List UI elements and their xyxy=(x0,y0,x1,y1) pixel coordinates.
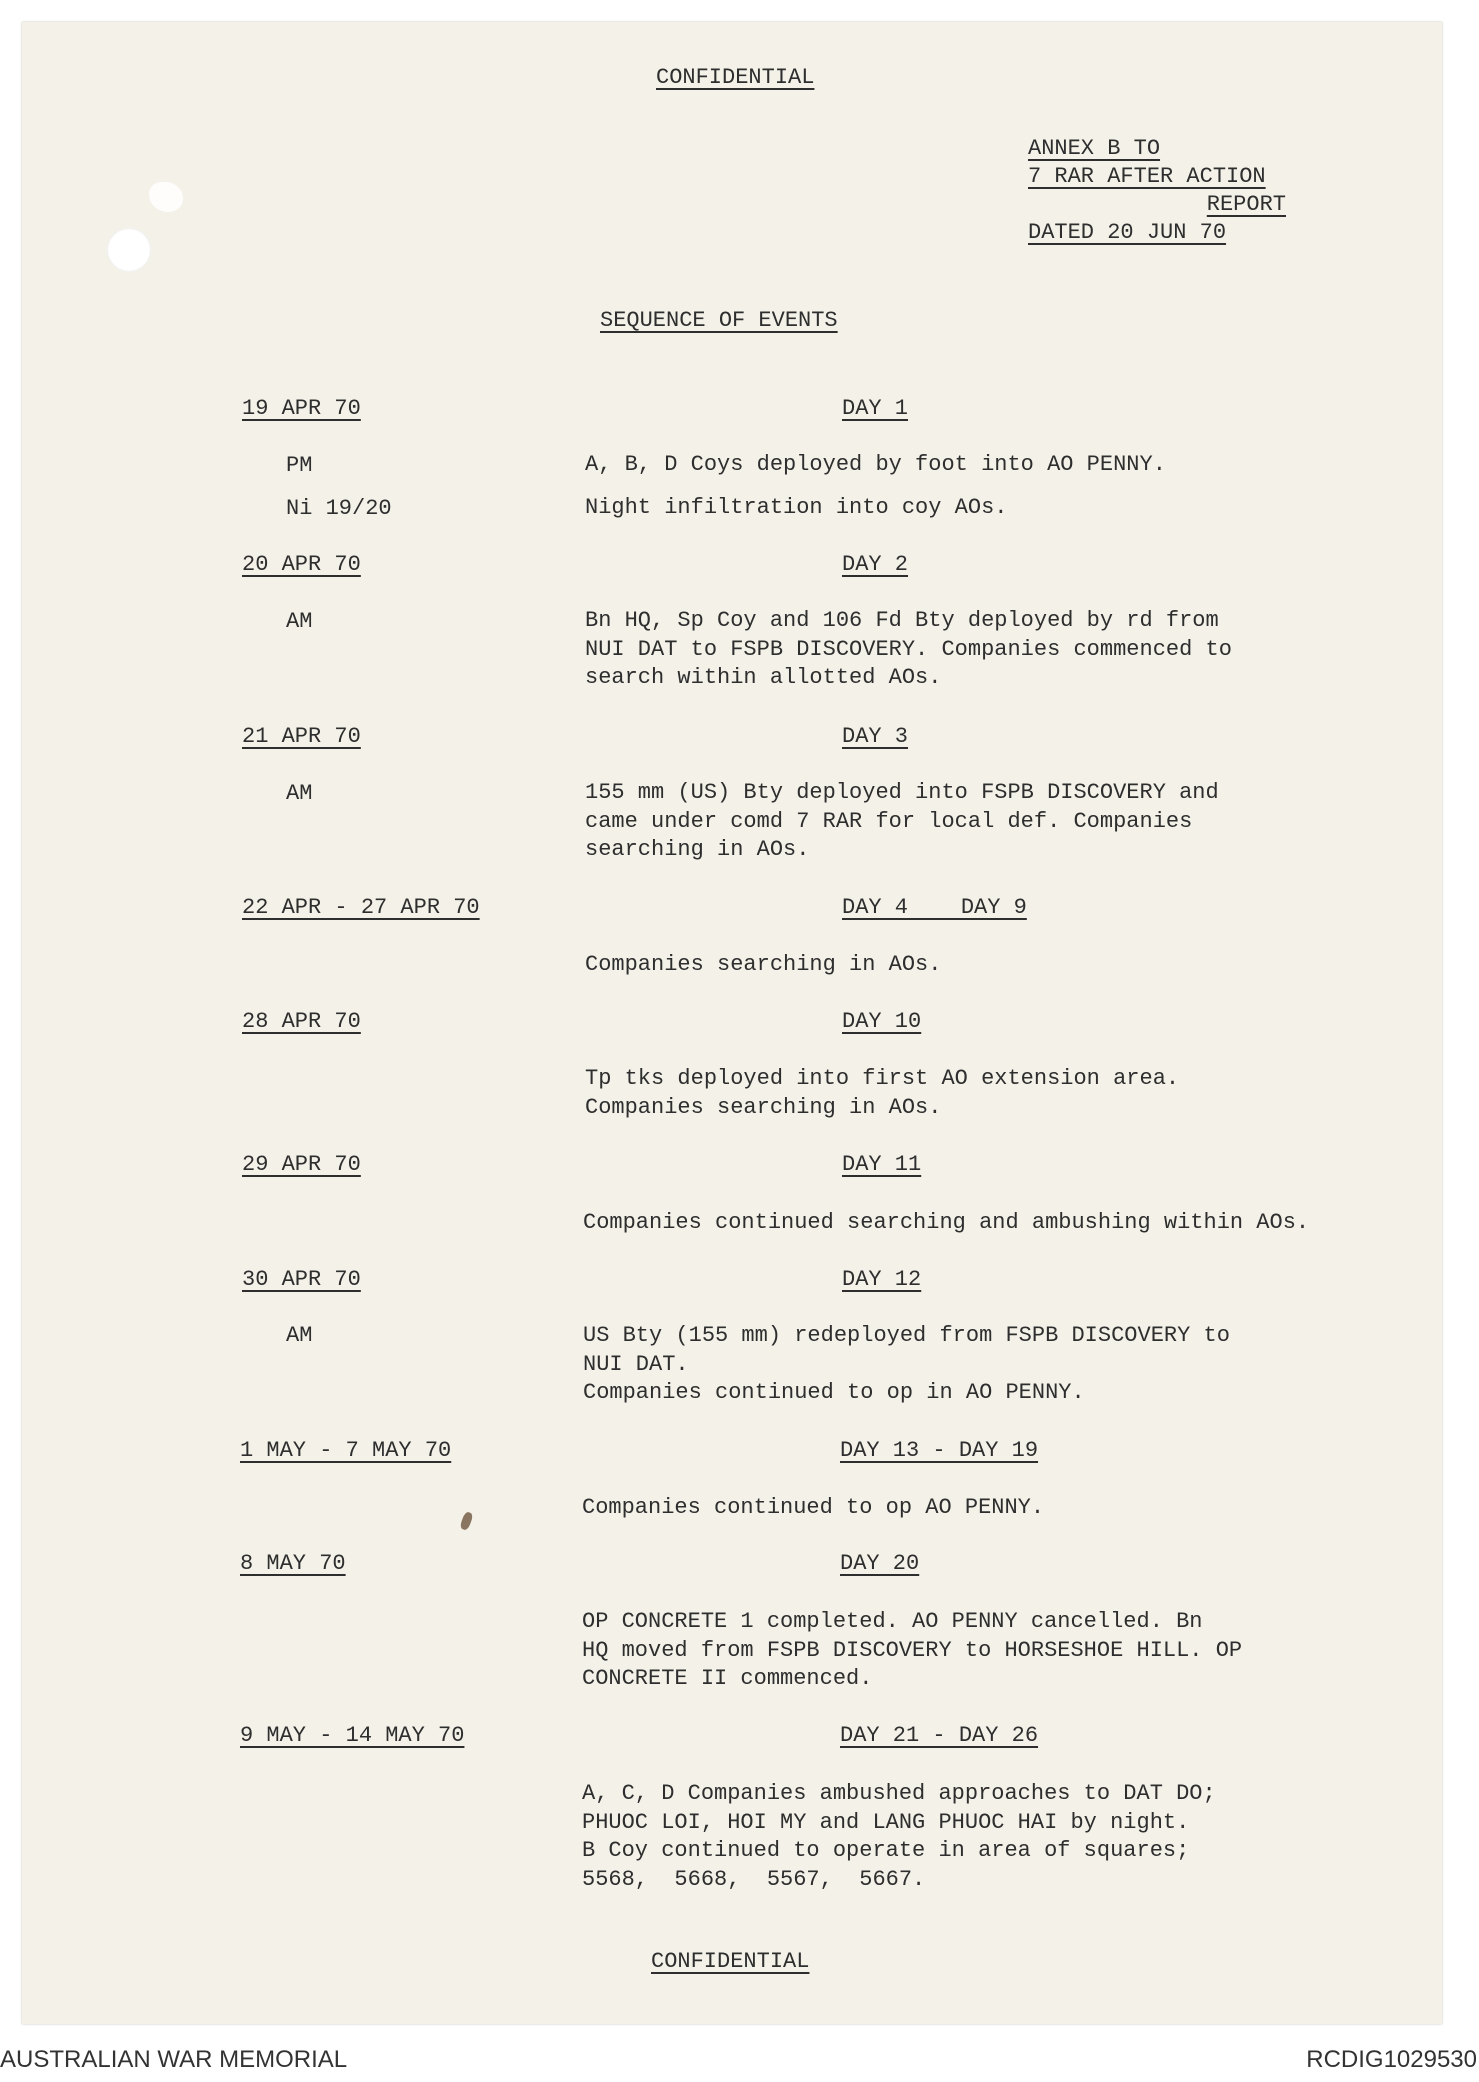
paper-tear xyxy=(149,182,183,212)
entry-day: DAY 1 xyxy=(842,396,909,421)
event-line: 5568, 5668, 5567, 5667. xyxy=(582,1866,926,1892)
event-line: NUI DAT to FSPB DISCOVERY. Companies commenced to xyxy=(585,636,1232,662)
event-text xyxy=(582,1494,1044,1523)
archive-name: AUSTRALIAN WAR MEMORIAL xyxy=(0,2046,348,2073)
annex-line: DATED 20 JUN 70 xyxy=(1028,220,1227,245)
event-line: Tp tks deployed into first AO extension area. xyxy=(585,1066,1180,1091)
event-line: came under comd 7 RAR for local def. Companies xyxy=(585,808,1193,834)
entry-time: AM xyxy=(286,1323,313,1348)
annex-line: ANNEX B TO xyxy=(1028,136,1161,161)
entry-day: DAY 13 - DAY 19 xyxy=(840,1438,1039,1463)
event-line: Companies continued to op in AO PENNY. xyxy=(583,1380,1085,1405)
event-line: PHUOC LOI, HOI MY and LANG PHUOC HAI by night. xyxy=(582,1809,1190,1835)
stain-mark xyxy=(459,1511,474,1531)
event-line: Night infiltration into coy AOs. xyxy=(585,495,1008,520)
event-text xyxy=(585,1065,1179,1122)
event-line: CONCRETE II commenced. xyxy=(582,1666,873,1691)
entry-day: DAY 21 - DAY 26 xyxy=(840,1723,1039,1748)
classification-top: CONFIDENTIAL xyxy=(656,65,815,90)
entry-day: DAY 10 xyxy=(842,1009,922,1034)
annex-line: 7 RAR AFTER ACTION xyxy=(1028,164,1266,189)
event-text xyxy=(585,607,1232,693)
event-line: Bn HQ, Sp Coy and 106 Fd Bty deployed by rd from xyxy=(585,608,1219,633)
entry-date: 22 APR - 27 APR 70 xyxy=(242,895,480,920)
event-text xyxy=(583,1209,1309,1238)
entry-time: AM xyxy=(286,609,313,634)
annex-reference xyxy=(1028,135,1286,247)
event-text xyxy=(585,779,1219,865)
document-title: SEQUENCE OF EVENTS xyxy=(600,308,838,333)
entry-day: DAY 20 xyxy=(840,1551,920,1576)
event-line: Companies searching in AOs. xyxy=(585,952,942,977)
entry-date: 28 APR 70 xyxy=(242,1009,361,1034)
entry-time: Ni 19/20 xyxy=(286,496,392,521)
event-line: A, B, D Coys deployed by foot into AO PENNY. xyxy=(585,452,1166,477)
event-line: B Coy continued to operate in area of squares; xyxy=(582,1838,1190,1863)
event-line: HQ moved from FSPB DISCOVERY to HORSESHOE HILL. OP xyxy=(582,1637,1243,1663)
event-text xyxy=(585,951,941,980)
entry-time: PM xyxy=(286,453,313,478)
entry-date: 19 APR 70 xyxy=(242,396,361,421)
entry-date: 9 MAY - 14 MAY 70 xyxy=(240,1723,465,1748)
entry-day: DAY 12 xyxy=(842,1267,922,1292)
event-text xyxy=(585,494,1007,523)
entry-time: AM xyxy=(286,781,313,806)
entry-date: 30 APR 70 xyxy=(242,1267,361,1292)
entry-date: 1 MAY - 7 MAY 70 xyxy=(240,1438,452,1463)
event-line: searching in AOs. xyxy=(585,837,810,862)
entry-date: 29 APR 70 xyxy=(242,1152,361,1177)
entry-day: DAY 2 xyxy=(842,552,909,577)
entry-day: DAY 4 DAY 9 xyxy=(842,895,1027,920)
entry-date: 21 APR 70 xyxy=(242,724,361,749)
entry-date: 8 MAY 70 xyxy=(240,1551,346,1576)
archive-id: RCDIG1029530 xyxy=(1306,2046,1477,2073)
event-text xyxy=(582,1608,1242,1694)
entry-day: DAY 3 xyxy=(842,724,909,749)
event-line: OP CONCRETE 1 completed. AO PENNY cancelled. Bn xyxy=(582,1609,1203,1634)
event-line: Companies searching in AOs. xyxy=(585,1094,942,1120)
event-line: A, C, D Companies ambushed approaches to DAT DO; xyxy=(582,1781,1216,1806)
event-line: search within allotted AOs. xyxy=(585,665,942,690)
event-text xyxy=(582,1780,1216,1894)
entry-date: 20 APR 70 xyxy=(242,552,361,577)
event-text xyxy=(583,1322,1230,1408)
event-line: Companies continued to op AO PENNY. xyxy=(582,1495,1045,1520)
event-line: 155 mm (US) Bty deployed into FSPB DISCOVERY and xyxy=(585,780,1219,805)
event-line: Companies continued searching and ambushing within AOs. xyxy=(583,1210,1310,1235)
annex-line: REPORT xyxy=(1206,192,1286,217)
entry-day: DAY 11 xyxy=(842,1152,922,1177)
event-line: US Bty (155 mm) redeployed from FSPB DISCOVERY to xyxy=(583,1323,1230,1348)
punch-hole xyxy=(107,228,151,272)
event-line: NUI DAT. xyxy=(583,1351,689,1377)
event-text xyxy=(585,451,1166,480)
classification-bottom: CONFIDENTIAL xyxy=(651,1949,810,1974)
